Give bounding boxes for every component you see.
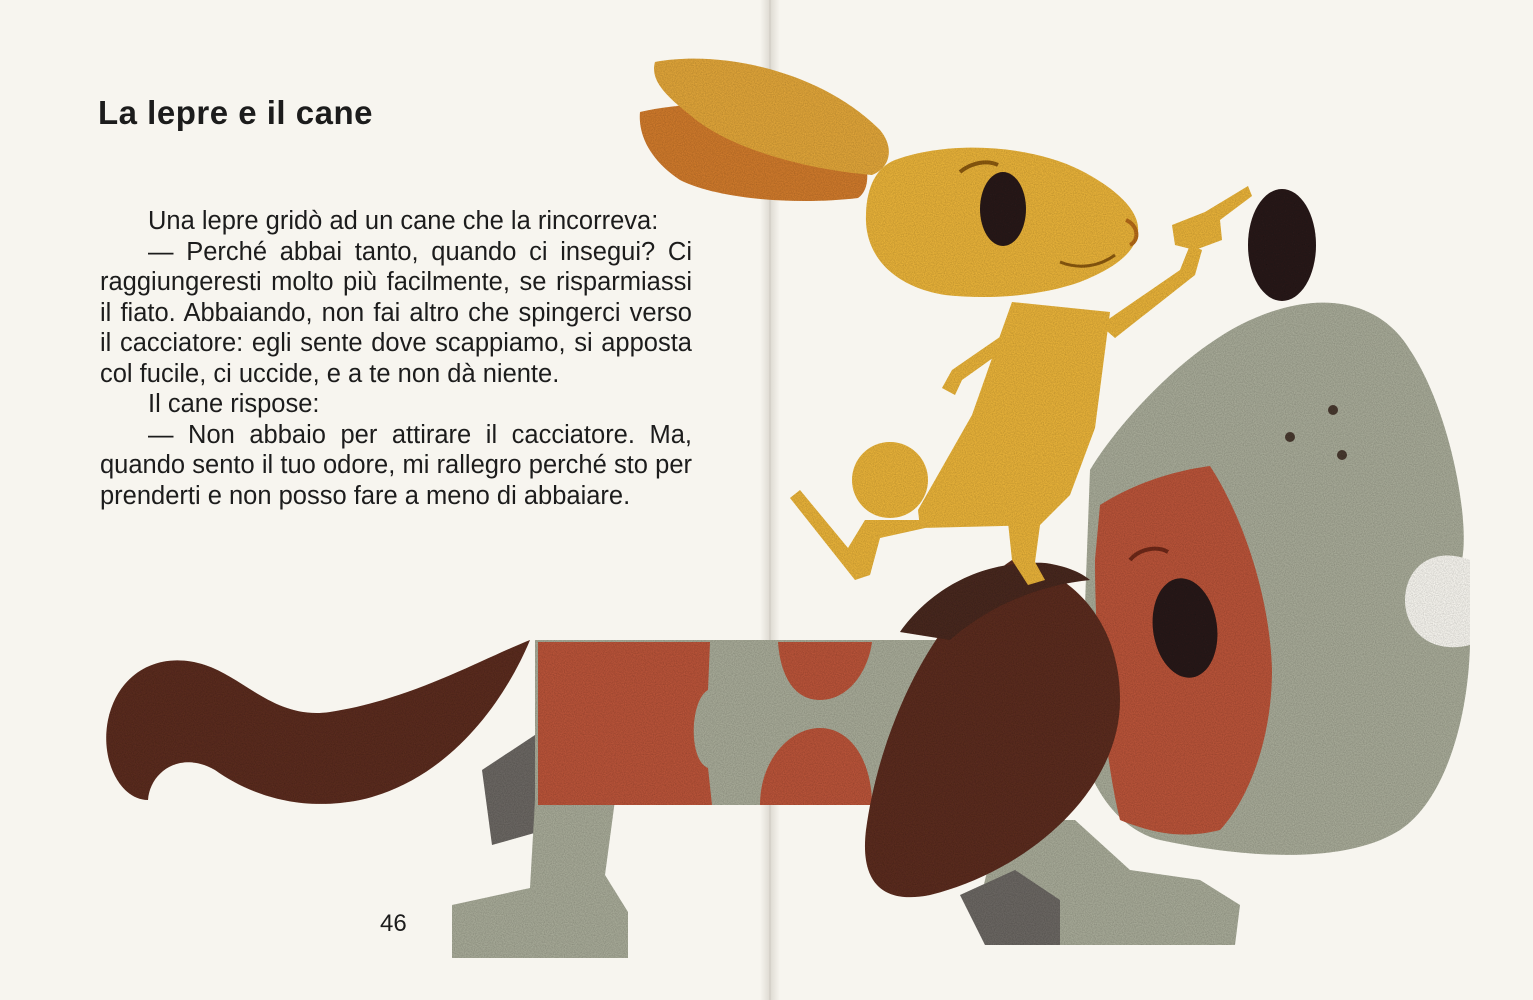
dog-nostril-3 bbox=[1337, 450, 1347, 460]
dog-nostril-2 bbox=[1285, 432, 1295, 442]
dog-body-patch-rear bbox=[538, 642, 712, 805]
dog-tail bbox=[106, 640, 530, 804]
story-paragraph-2: — Perché abbai tanto, quando ci insegui? Ci raggiungeresti molto più facilmente, se risparmiassi il fiato. Abbaiando, non fai altro che spingerci verso il cacciatore: egli sente dove scappiamo, si apposta col fucile, ci uccide, e a te non dà niente. bbox=[100, 237, 692, 388]
dog-rear-leg bbox=[452, 800, 628, 958]
hare-tail bbox=[852, 442, 928, 518]
page-title: La lepre e il cane bbox=[98, 94, 373, 131]
hare-hand bbox=[1172, 186, 1252, 250]
dog-nostril-1 bbox=[1328, 405, 1338, 415]
story-paragraph-3: Il cane rispose: bbox=[148, 390, 320, 418]
story-text bbox=[100, 206, 692, 511]
page-number: 46 bbox=[380, 910, 407, 937]
hare-eye bbox=[980, 172, 1026, 246]
story-paragraph-1: Una lepre gridò ad un cane che la rincorreva: bbox=[148, 207, 659, 235]
dog-nose bbox=[1248, 189, 1316, 301]
story-paragraph-4: — Non abbaio per attirare il cacciatore. Ma, quando sento il tuo odore, mi rallegro perché sto per prenderti e non posso fare a meno di abbaiare. bbox=[100, 420, 692, 510]
